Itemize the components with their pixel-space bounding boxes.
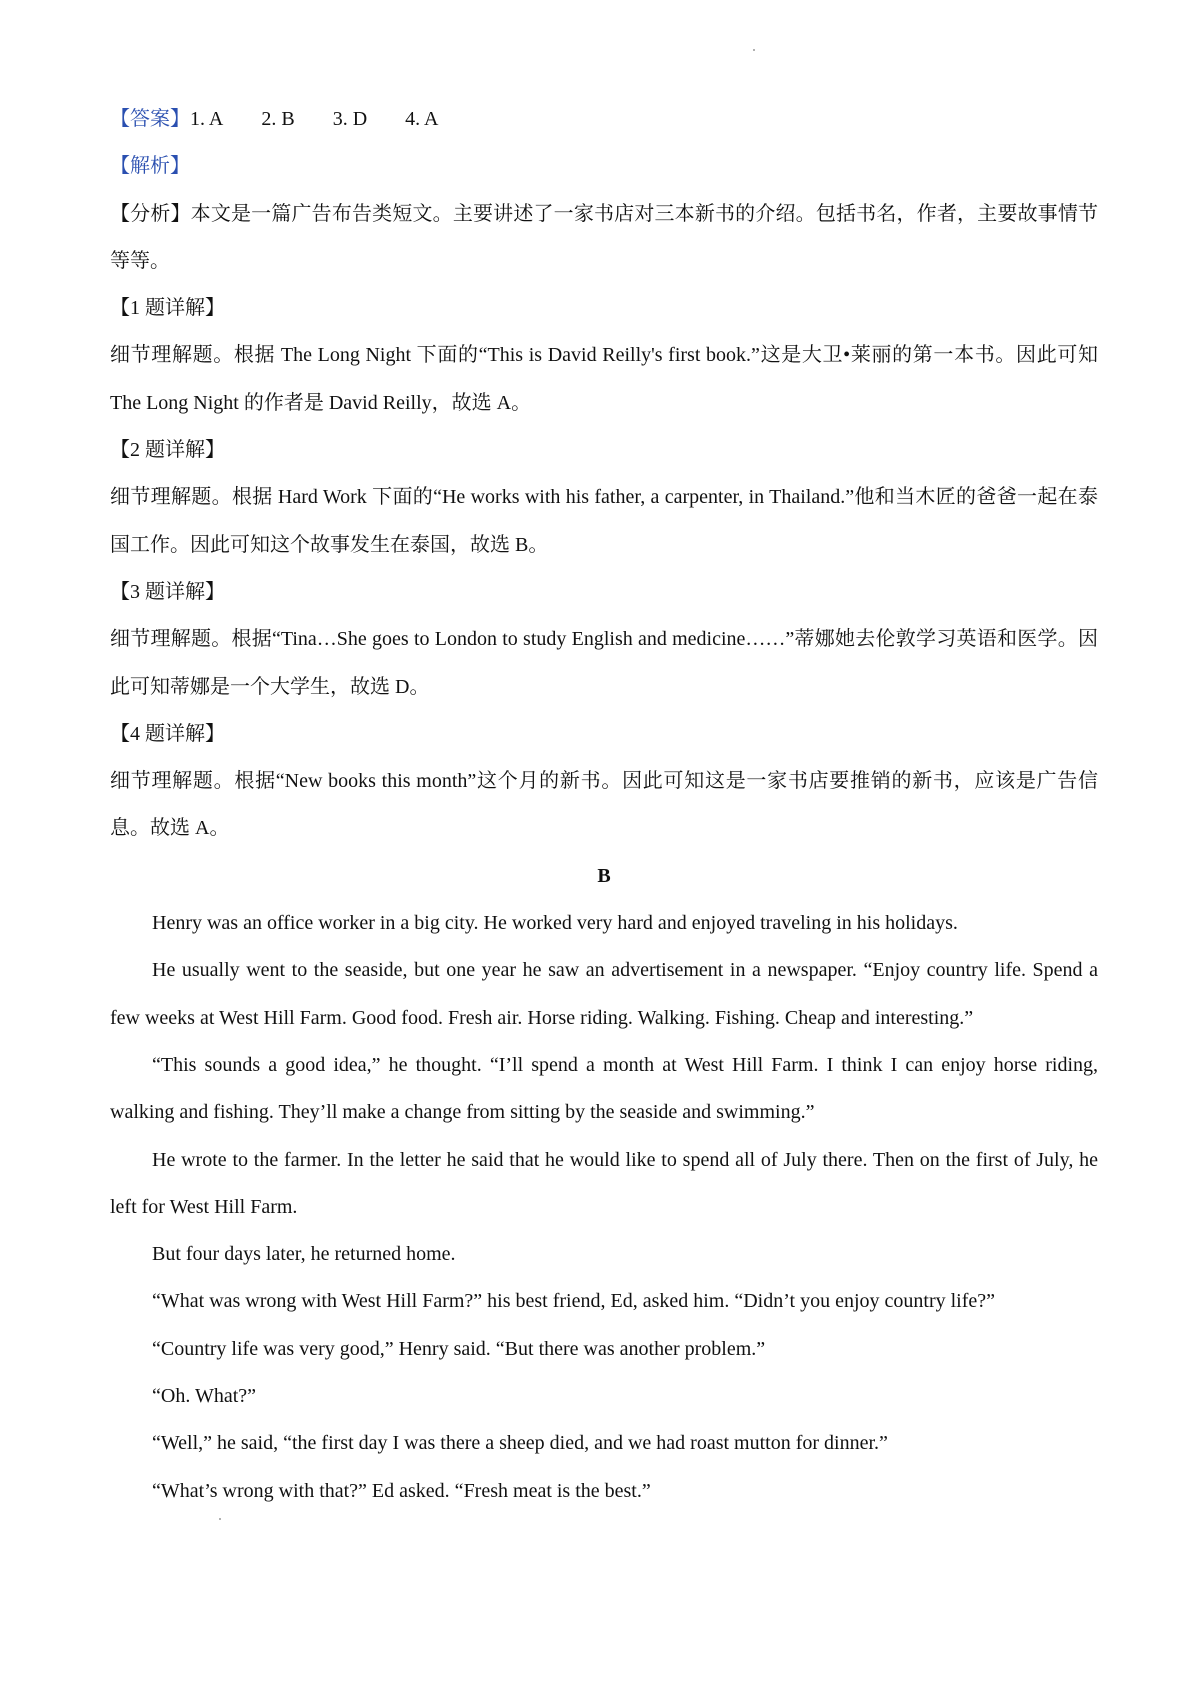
q2-explanation: 细节理解题。根据 Hard Work 下面的“He works with his father, a carpenter, in Thailand.”他和当木匠的爸爸一起在泰国工作。因此可知这个故事发生在泰国，故选 B。 <box>110 486 1098 556</box>
story-paragraph: “Well,” he said, “the first day I was there a sheep died, and we had roast mutton for dinner.” <box>152 1432 888 1455</box>
answer-item: 1. A <box>190 108 224 130</box>
story-paragraph: But four days later, he returned home. <box>152 1243 456 1266</box>
story-paragraph: He usually went to the seaside, but one year he saw an advertisement in a newspaper. “Enjoy country life. Spend a few weeks at West Hill Farm. Good food. Fresh air. Horse riding. Walking. Fishing. Cheap and interesting.” <box>110 959 1098 1029</box>
answer-item: 2. B <box>261 108 295 130</box>
q1-explanation: 细节理解题。根据 The Long Night 下面的“This is David Reilly's first book.”这是大卫•莱丽的第一本书。因此可知 The Long Night 的作者是 David Reilly，故选 A。 <box>110 344 1098 414</box>
story-paragraph: Henry was an office worker in a big city. He worked very hard and enjoyed traveling in his holidays. <box>152 912 958 935</box>
q4-explanation: 细节理解题。根据“New books this month”这个月的新书。因此可知这是一家书店要推销的新书，应该是广告信息。故选 A。 <box>110 770 1098 840</box>
section-b-title: B <box>597 864 611 887</box>
story-paragraph: “Country life was very good,” Henry said. “But there was another problem.” <box>152 1337 766 1360</box>
q2-title: 【2 题详解】 <box>110 439 225 462</box>
scan-speck <box>753 49 755 51</box>
analysis-label: 【解析】 <box>110 155 190 178</box>
q1-title: 【1 题详解】 <box>110 297 225 320</box>
answer-line <box>110 96 1098 143</box>
answer-item: 3. D <box>332 108 368 130</box>
document-content <box>110 96 1098 1515</box>
scan-speck <box>219 1518 221 1520</box>
story-paragraph: “Oh. What?” <box>152 1385 257 1408</box>
story-paragraph: He wrote to the farmer. In the letter he said that he would like to spend all of July there. Then on the first of July, he left for West Hill Farm. <box>110 1148 1098 1218</box>
q4-title: 【4 题详解】 <box>110 722 225 745</box>
answer-item: 4. A <box>405 108 439 130</box>
q3-explanation: 细节理解题。根据“Tina…She goes to London to study English and medicine……”蒂娜她去伦敦学习英语和医学。因此可知蒂娜是一个大学生，故选 D。 <box>110 628 1098 698</box>
story-paragraph: “This sounds a good idea,” he thought. “I’ll spend a month at West Hill Farm. I think I can enjoy horse riding, walking and fishing. They’ll make a change from sitting by the seaside and swimming.” <box>110 1053 1098 1124</box>
analysis-summary: 【分析】本文是一篇广告布告类短文。主要讲述了一家书店对三本新书的介绍。包括书名，作者，主要故事情节等等。 <box>110 202 1098 272</box>
story-paragraph: “What was wrong with West Hill Farm?” his best friend, Ed, asked him. “Didn’t you enjoy country life?” <box>152 1290 996 1313</box>
answer-label: 【答案】 <box>110 108 190 130</box>
q3-title: 【3 题详解】 <box>110 580 225 603</box>
story-paragraph: “What’s wrong with that?” Ed asked. “Fresh meat is the best.” <box>152 1479 651 1502</box>
